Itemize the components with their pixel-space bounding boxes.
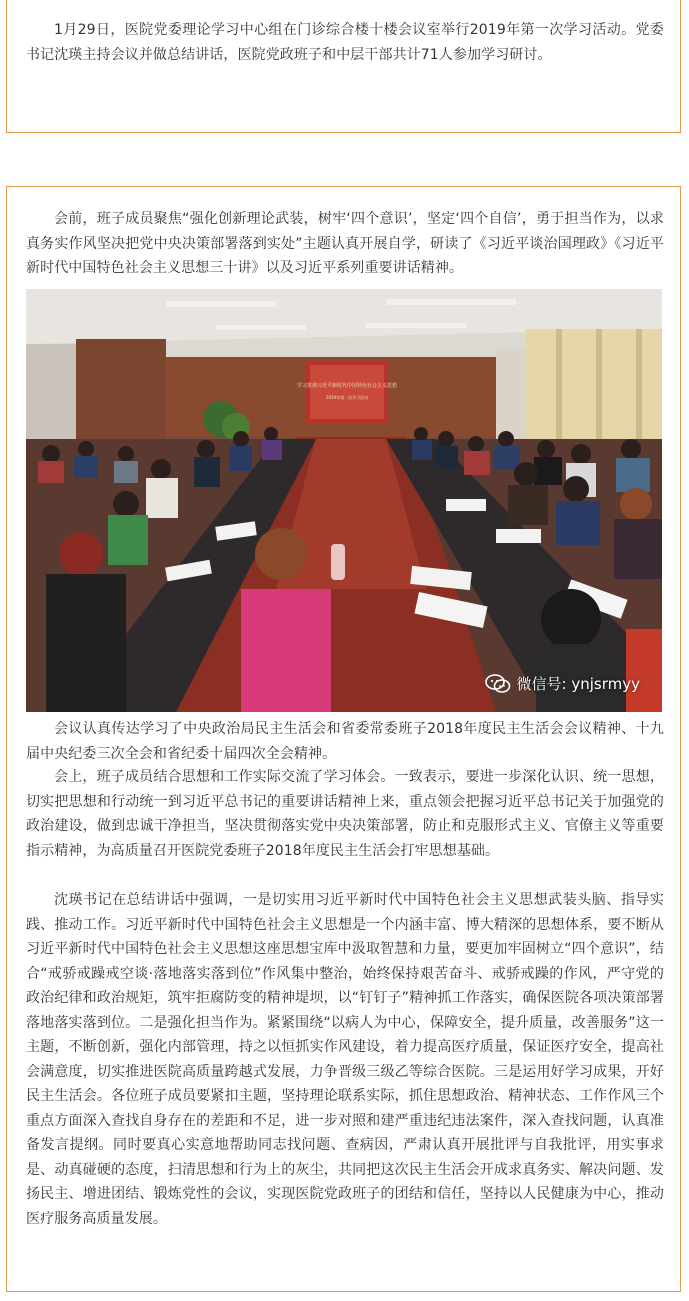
wechat-watermark xyxy=(485,673,640,694)
article-paragraph-4: 沈瑛书记在总结讲话中强调，一是切实用习近平新时代中国特色社会主义思想武装头脑、指导实践、推动工作。习近平新时代中国特色社会主义思想是一个内涵丰富、博大精深的思想体系，要不断从习近平新时代中国特色社会主义思想这座思想宝库中汲取智慧和力量，要更加牢固树立“四个意识”，结合“戒骄戒躁戒空谈·落地落实落到位”作风集中整治，始终保持艰苦奋斗、戒骄戒躁的作风，严守党的政治纪律和政治规矩，筑牢拒腐防变的精神堤坝，以“钉钉子”精神抓工作落实，确保医院各项决策部署落地落实落到位。二是强化担当作为。紧紧围绕“以病人为中心，保障安全，提升质量，改善服务”这一主题，不断创新，强化内部管理，持之以恒抓实作风建设，着力提高医疗质量，保证医疗安全，提高社会满意度，切实推进医院高质量跨越式发展，力争晋级三级乙等综合医院。三是运用好学习成果，开好民主生活会。各位班子成员要紧扣主题，坚持理论联系实际，抓住思想政治、精神状态、工作作风三个重点方面深入查找自身存在的差距和不足，进一步对照和建严重违纪违法案件，深入查找问题，认真准备发言提纲。同时要真心实意地帮助同志找问题、查病因，严肃认真开展批评与自我批评，用实事求是、动真碰硬的态度，扫清思想和行为上的灰尘，共同把这次民主生活会开成求真务实、解决问题、发扬民主、增进团结、锻炼党性的会议，实现医院党政班子的团结和信任，坚持以人民健康为中心，推动医疗服务高质量发展。 xyxy=(26,892,664,1227)
watermark-text: 微信号: ynjsrmyy xyxy=(516,675,640,693)
meeting-scene xyxy=(26,289,662,712)
intro-paragraph: 1月29日，医院党委理论学习中心组在门诊综合楼十楼会议室举行2019年第一次学习活动。党委书记沈瑛主持会议并做总结讲话，医院党政班子和中层干部共计71人参加学习研讨。 xyxy=(26,22,664,63)
article-paragraph-1: 会前，班子成员聚焦“强化创新理论武装，树牢‘四个意识’，坚定‘四个自信’，勇于担当作为，以求真务实作风坚决把党中央决策部署落到实处”主题认真开展自学，研读了《习近平谈治国理政》《习近平新时代中国特色社会主义思想三十讲》以及习近平系列重要讲话精神。 xyxy=(26,211,664,276)
screen-subtitle: 2019年第一次学习活动 xyxy=(325,395,369,400)
wechat-icon xyxy=(485,674,511,694)
meeting-photo xyxy=(26,289,662,712)
screen-title: 学习贯彻习近平新时代中国特色社会主义思想 xyxy=(296,383,398,389)
article-paragraph-2: 会议认真传达学习了中央政治局民主生活会和省委常委班子2018年度民主生活会会议精神、十九届中央纪委三次全会和省纪委十届四次全会精神。 xyxy=(26,721,664,762)
article-paragraph-3: 会上，班子成员结合思想和工作实际交流了学习体会。一致表示，要进一步深化认识、统一思想，切实把思想和行动统一到习近平总书记的重要讲话精神上来，重点领会把握习近平总书记关于加强党的政治建设，做到忠诚干净担当，坚决贯彻落实党中央决策部署，防止和克服形式主义、官僚主义等重要指示精神，为高质量召开医院党委班子2018年度民主生活会打牢思想基础。 xyxy=(26,769,664,859)
